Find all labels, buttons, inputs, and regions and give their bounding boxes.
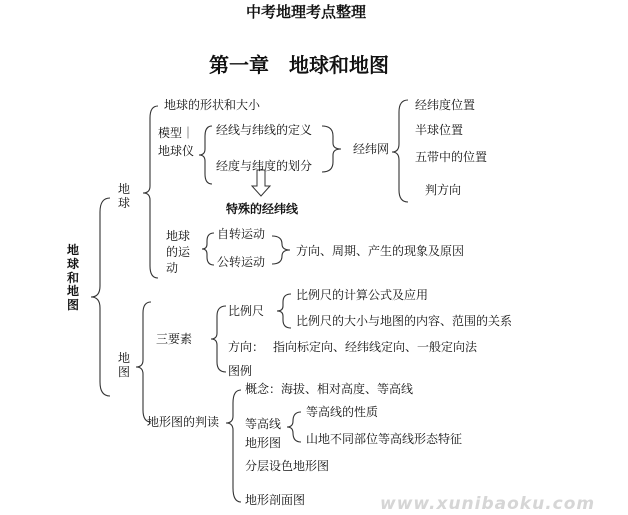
grid-item: 半球位置	[415, 123, 464, 137]
three-elements-node: 三要素	[156, 332, 193, 346]
document-title: 中考地理考点整理	[246, 3, 367, 21]
direction-desc: 指向标定向、经纬线定向、一般定向法	[273, 340, 478, 354]
root-node: 地球和地图	[66, 243, 79, 313]
special-grid-node: 特殊的经纬线	[226, 202, 299, 216]
grid-item: 判方向	[425, 183, 462, 197]
legend-node: 图例	[228, 364, 253, 378]
model-item: 经线与纬线的定义	[216, 123, 313, 137]
scale-item: 比例尺的大小与地图的内容、范围的关系	[296, 314, 513, 328]
motion-desc: 方向、周期、产生的现象及原因	[296, 244, 465, 258]
watermark: www.xunibaoku.com	[380, 494, 596, 514]
motion-item: 自转运动	[217, 227, 266, 241]
topo-node: 地形图的判读	[147, 415, 220, 429]
grid-node: 经纬网	[353, 142, 390, 156]
grid-item: 五带中的位置	[415, 150, 488, 164]
motion-node: 地球的运动	[166, 229, 191, 276]
direction-node: 方向：	[228, 340, 265, 354]
model-node: 模型｜地球仪	[158, 126, 195, 158]
contour-item: 等高线的性质	[306, 405, 379, 419]
model-item: 经度与纬度的划分	[216, 159, 313, 173]
contour-node: 等高线地形图	[245, 417, 282, 450]
scale-item: 比例尺的计算公式及应用	[296, 288, 429, 302]
scale-node: 比例尺	[228, 304, 265, 318]
map-node: 地图	[117, 351, 130, 379]
shape-size-node: 地球的形状和大小	[164, 98, 261, 112]
layered-node: 分层设色地形图	[245, 459, 330, 473]
profile-node: 地形剖面图	[245, 493, 306, 507]
concept-node: 概念：海拔、相对高度、等高线	[245, 382, 414, 396]
motion-item: 公转运动	[217, 255, 266, 269]
grid-item: 经纬度位置	[415, 98, 476, 112]
contour-item: 山地不同部位等高线形态特征	[306, 432, 463, 446]
chapter-title: 第一章 地球和地图	[209, 53, 389, 77]
earth-node: 地球	[117, 182, 130, 210]
